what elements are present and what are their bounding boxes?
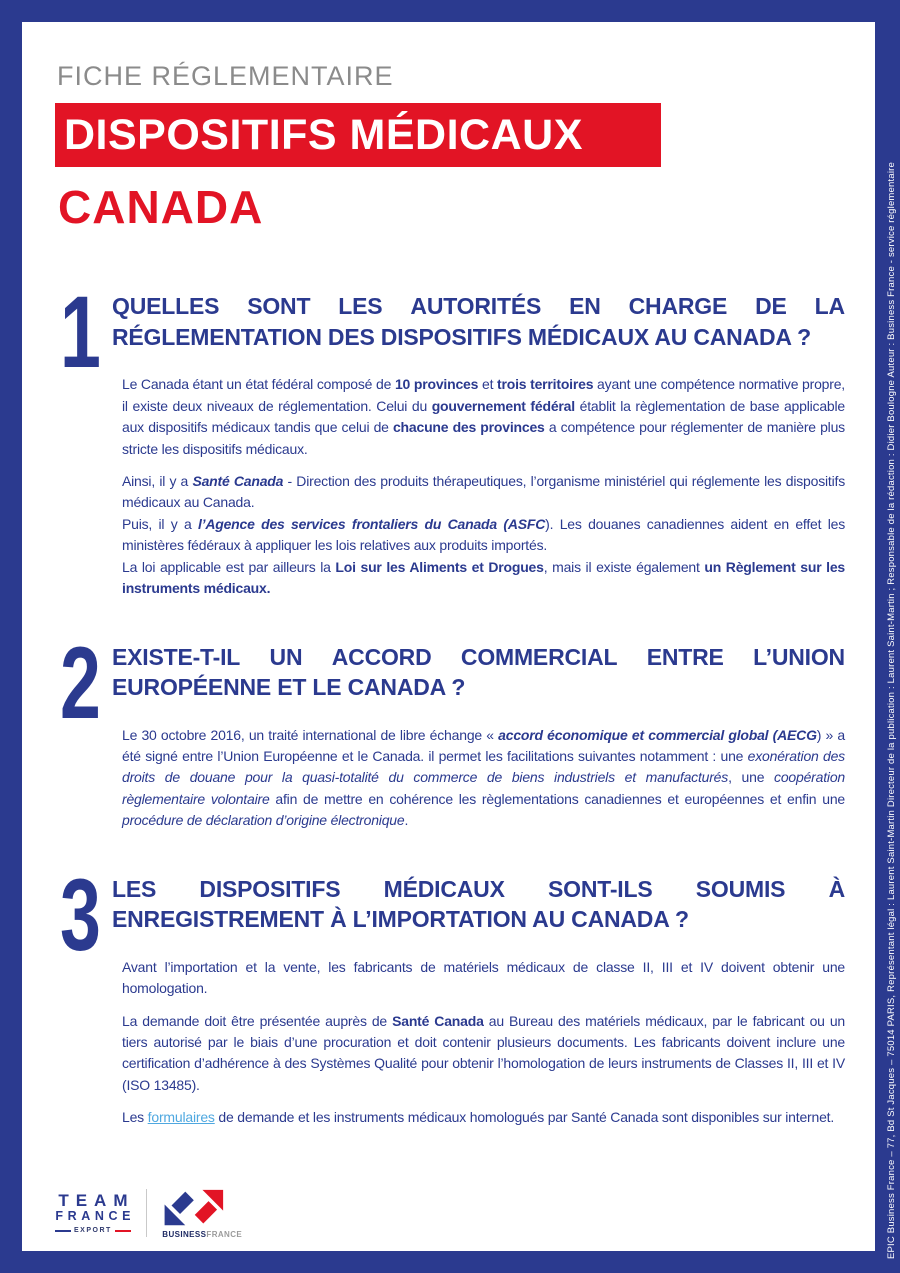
- text-run: Santé Canada: [392, 1012, 484, 1029]
- export-dash-right: [115, 1230, 131, 1232]
- document-title: DISPOSITIFS MÉDICAUX: [64, 110, 583, 159]
- section-heading: LES DISPOSITIFS MÉDICAUX SONT-ILS SOUMIS À ENREGISTREMENT À L’IMPORTATION AU CANADA ?: [112, 875, 845, 933]
- text-run: procédure de déclaration d’origine électronique: [122, 812, 405, 829]
- team-france-word-france: FRANCE: [55, 1209, 136, 1224]
- text-run: et: [478, 376, 498, 393]
- paragraph: [122, 1107, 845, 1128]
- text-run: La loi applicable est par ailleurs la: [122, 558, 336, 575]
- section-body: [122, 374, 845, 599]
- text-run: Avant l’importation et la vente, les fabricants de matériels médicaux de classe II, III et IV doivent obtenir une homologation.: [122, 958, 845, 997]
- text-run: Santé Canada: [192, 473, 284, 490]
- paragraph: [122, 471, 845, 514]
- text-run: Loi sur les Aliments et Drogues: [335, 558, 544, 575]
- text-run: Puis, il y a: [122, 515, 198, 532]
- section-2: [60, 625, 845, 832]
- section-body: [122, 957, 845, 1129]
- paragraph: [122, 514, 845, 557]
- paragraph: [122, 557, 845, 600]
- text-run: Le Canada étant un état fédéral composé de: [122, 376, 395, 393]
- footer-logos: [55, 1181, 242, 1245]
- text-run: établit la règlementation de base applicable aux dispositifs médicaux tandis que celui de: [122, 397, 846, 436]
- paragraph: [122, 725, 845, 832]
- text-run: 10 provinces: [394, 376, 479, 393]
- country-title: CANADA: [58, 181, 264, 233]
- text-run: coopération règlementaire volontaire: [122, 769, 845, 807]
- text-run: accord économique et commercial global (AECG: [498, 726, 817, 743]
- text-run: un Règlement sur les instruments médicaux.: [122, 558, 845, 597]
- text-run: afin de mettre en cohérence les règlementations canadiennes et européennes et enfin une: [269, 790, 845, 807]
- section-number: 3: [60, 857, 101, 972]
- team-france-word-export: EXPORT: [74, 1227, 112, 1235]
- section-number: 2: [60, 625, 101, 740]
- business-france-wordmark: [162, 1230, 242, 1239]
- section-heading: QUELLES SONT LES AUTORITÉS EN CHARGE DE LA RÉGLEMENTATION DES DISPOSITIFS MÉDICAUX AU CANADA ?: [112, 293, 845, 350]
- text-run: ) » a été signé entre l’Union Européenne et le Canada. il permet les facilitations suivantes notamment : une: [122, 726, 845, 765]
- text-run: au Bureau des matériels médicaux, par le fabricant ou un tiers autorisé par le biais d’une procuration et doit contenir plusieurs documents. Les fabricants doivent inclure une certification d’adhérence à des Systèmes Qualité pour obtenir l’homologation de leurs instruments de Classes II, III et IV (ISO 13485).: [122, 1012, 846, 1093]
- text-run: gouvernement fédéral: [431, 397, 575, 414]
- logo-divider: [146, 1189, 148, 1237]
- section-body: [122, 725, 845, 832]
- text-run: ayant une compétence normative propre, il existe deux niveaux de réglementation. Celui du: [122, 376, 846, 414]
- text-run: Le 30 octobre 2016, un traité international de libre échange «: [122, 726, 499, 743]
- section-3: [60, 857, 846, 1129]
- text-run: l’Agence des services frontaliers du Canada (ASFC: [197, 515, 546, 532]
- text-run: , mais il existe également: [543, 558, 705, 575]
- business-france-arrows-icon: [162, 1187, 224, 1229]
- formulaires-link[interactable]: formulaires: [147, 1109, 215, 1126]
- export-dash-left: [55, 1230, 71, 1232]
- business-france-word-business: BUSINESS: [162, 1230, 207, 1239]
- text-run: exonération des droits de douane pour la quasi-totalité du commerce de biens industriels et manufacturés: [122, 748, 845, 786]
- paragraph: [122, 374, 845, 460]
- section-1: [60, 275, 846, 599]
- team-france-export-row: [55, 1227, 131, 1234]
- text-run: Ainsi, il y a: [122, 473, 193, 490]
- text-run: La demande doit être présentée auprès de: [122, 1012, 393, 1029]
- text-run: ). Les douanes canadiennes aident en effet les ministères fédéraux à appliquer les lois relatives aux produits importés.: [122, 515, 846, 554]
- text-run: trois territoires: [497, 376, 594, 393]
- title-band: [55, 103, 661, 167]
- text-run: , une: [728, 769, 775, 786]
- document-kicker: FICHE RÉGLEMENTAIRE: [57, 61, 394, 91]
- text-run: de demande et les instruments médicaux homologués par Santé Canada sont disponibles sur internet.: [214, 1109, 835, 1126]
- sidebar-credits: EPIC Business France – 77, Bd St Jacques – 75014 PARIS, Représentant légal : Laurent Saint-Martin Directeur de la publication : Laurent Saint-Martin ; Responsable de la rédaction : Didier Boulogne Auteur : Business France - service réglementaire: [886, 161, 897, 1259]
- text-run: a compétence pour réglementer de manière plus stricte les dispositifs médicaux.: [122, 419, 845, 457]
- document-content: [22, 22, 875, 1251]
- team-france-export-logo: [55, 1190, 136, 1235]
- business-france-logo: [162, 1187, 242, 1239]
- section-number: 1: [60, 275, 101, 390]
- text-run: Les: [122, 1109, 148, 1126]
- business-france-word-france: FRANCE: [206, 1230, 243, 1239]
- paragraph: [122, 957, 845, 1000]
- sections: [22, 275, 875, 1128]
- text-run: - Direction des produits thérapeutiques, l’organisme ministériel qui réglemente les dispositifs médicaux au Canada.: [122, 473, 846, 511]
- section-heading: EXISTE-T-IL UN ACCORD COMMERCIAL ENTRE L’UNION EUROPÉENNE ET LE CANADA ?: [112, 643, 845, 701]
- text-run: chacune des provinces: [392, 419, 545, 436]
- paragraph: [122, 1011, 845, 1097]
- team-france-word-team: TEAM: [58, 1190, 135, 1210]
- text-run: .: [404, 812, 409, 829]
